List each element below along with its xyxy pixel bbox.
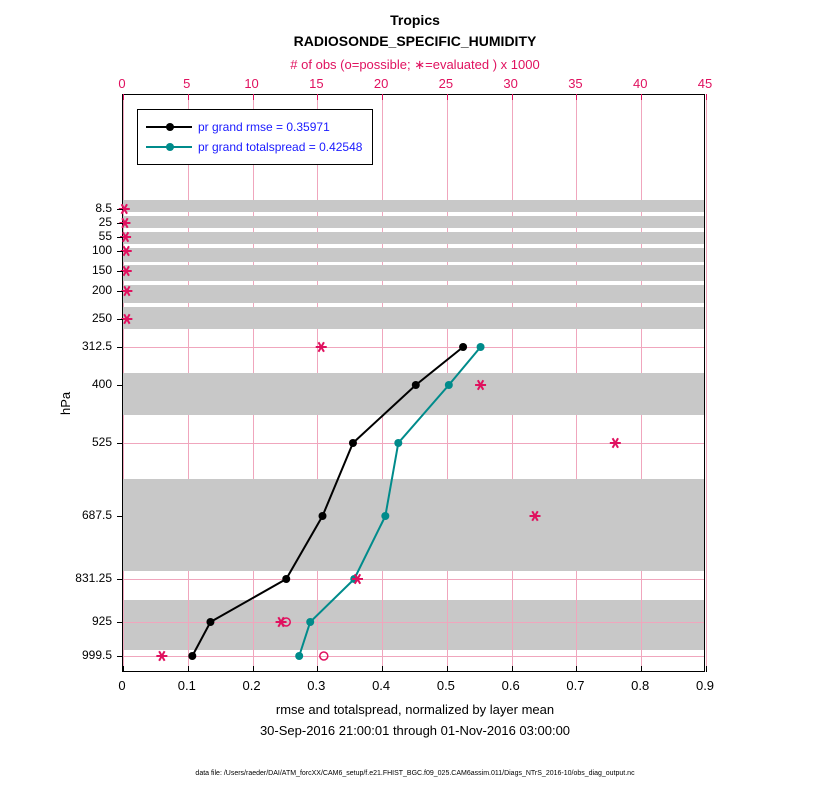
obs-evaluated-marker xyxy=(156,651,167,661)
x-tick xyxy=(253,666,254,672)
y-axis-title: hPa xyxy=(58,391,73,415)
x-tick-label: 0.1 xyxy=(177,678,196,693)
obs-evaluated-marker xyxy=(610,438,621,448)
totalspread-point xyxy=(381,512,389,520)
date-range-label: 30-Sep-2016 21:00:01 through 01-Nov-2016 03:00:00 xyxy=(259,723,571,738)
top-x-tick xyxy=(317,94,318,100)
y-tick xyxy=(117,443,123,444)
y-tick xyxy=(117,579,123,580)
y-tick-label: 925 xyxy=(91,614,112,628)
top-x-tick-label: 45 xyxy=(697,76,713,91)
y-tick xyxy=(117,622,123,623)
y-tick xyxy=(117,291,123,292)
top-x-tick-label: 30 xyxy=(503,76,518,91)
y-tick-label: 55 xyxy=(98,229,112,243)
y-tick-label: 525 xyxy=(91,435,112,449)
top-x-tick xyxy=(576,94,577,100)
top-x-tick xyxy=(641,94,642,100)
x-tick xyxy=(706,666,707,672)
data-layer xyxy=(123,95,704,671)
y-tick xyxy=(117,223,123,224)
x-axis-title: rmse and totalspread, normalized by layer mean xyxy=(275,702,555,717)
top-x-tick-label: 35 xyxy=(568,76,583,91)
top-x-tick-label: 5 xyxy=(183,76,191,91)
totalspread-point xyxy=(477,343,485,351)
rmse-point xyxy=(412,381,420,389)
y-tick-label: 831.25 xyxy=(75,571,112,585)
y-tick-label: 687.5 xyxy=(81,508,112,522)
obs-evaluated-marker xyxy=(121,286,132,296)
top-x-tick xyxy=(253,94,254,100)
top-x-tick-label: 10 xyxy=(244,76,259,91)
y-tick xyxy=(117,251,123,252)
x-tick-label: 0.2 xyxy=(242,678,261,693)
legend-label-totalspread: pr grand totalspread = 0.42548 xyxy=(198,140,363,154)
y-tick-label: 999.5 xyxy=(81,648,112,662)
y-tick xyxy=(117,209,123,210)
top-x-tick xyxy=(188,94,189,100)
legend-item xyxy=(146,137,362,157)
rmse-point xyxy=(459,343,467,351)
legend-swatch-totalspread xyxy=(146,141,192,153)
y-tick-label: 250 xyxy=(91,311,112,325)
obs-evaluated-marker xyxy=(121,314,132,324)
totalspread-point xyxy=(445,381,453,389)
rmse-point xyxy=(319,512,327,520)
y-tick-label: 8.5 xyxy=(95,201,112,215)
x-tick-label: 0 xyxy=(118,678,126,693)
legend-swatch-rmse xyxy=(146,121,192,133)
legend-item xyxy=(146,117,362,137)
obs-evaluated-marker xyxy=(316,342,327,352)
rmse-line xyxy=(192,347,463,656)
top-x-tick-label: 20 xyxy=(373,76,389,91)
y-tick-label: 150 xyxy=(91,263,112,277)
y-tick xyxy=(117,319,123,320)
top-x-tick xyxy=(512,94,513,100)
x-tick xyxy=(576,666,577,672)
x-tick-label: 0.8 xyxy=(631,678,650,693)
obs-possible-marker xyxy=(320,652,328,660)
x-tick-label: 0.7 xyxy=(566,678,585,693)
rmse-point xyxy=(206,618,214,626)
rmse-point xyxy=(188,652,196,660)
rmse-point xyxy=(349,439,357,447)
y-tick-label: 25 xyxy=(98,215,112,229)
x-tick-label: 0.5 xyxy=(436,678,455,693)
totalspread-point xyxy=(295,652,303,660)
page-title: Tropics xyxy=(390,12,440,28)
legend xyxy=(137,109,373,165)
obs-evaluated-marker xyxy=(529,511,540,521)
top-x-tick xyxy=(447,94,448,100)
y-tick xyxy=(117,516,123,517)
rmse-point xyxy=(282,575,290,583)
x-tick xyxy=(317,666,318,672)
y-tick-label: 312.5 xyxy=(81,339,112,353)
y-tick xyxy=(117,271,123,272)
x-tick xyxy=(382,666,383,672)
y-tick-label: 200 xyxy=(91,283,112,297)
top-x-tick xyxy=(706,94,707,100)
totalspread-line xyxy=(299,347,480,656)
top-x-tick-label: 15 xyxy=(309,76,324,91)
top-x-tick xyxy=(123,94,124,100)
y-tick-label: 100 xyxy=(91,243,112,257)
totalspread-point xyxy=(394,439,402,447)
x-tick xyxy=(123,666,124,672)
x-tick-label: 0.4 xyxy=(372,678,391,693)
top-x-tick xyxy=(382,94,383,100)
y-tick xyxy=(117,656,123,657)
top-x-tick-label: 0 xyxy=(118,76,126,91)
x-tick xyxy=(641,666,642,672)
top-axis-title: # of obs (o=possible; ∗=evaluated ) x 1000 xyxy=(290,57,540,72)
x-tick-label: 0.6 xyxy=(501,678,520,693)
chart-subtitle: RADIOSONDE_SPECIFIC_HUMIDITY xyxy=(293,33,537,49)
top-x-tick-label: 25 xyxy=(438,76,454,91)
y-tick xyxy=(117,385,123,386)
totalspread-point xyxy=(306,618,314,626)
x-tick xyxy=(447,666,448,672)
plot-area xyxy=(122,94,705,672)
x-tick xyxy=(512,666,513,672)
x-tick xyxy=(188,666,189,672)
y-tick xyxy=(117,237,123,238)
x-tick-label: 0.3 xyxy=(307,678,326,693)
y-tick-label: 400 xyxy=(91,377,112,391)
top-x-tick-label: 40 xyxy=(632,76,648,91)
legend-label-rmse: pr grand rmse = 0.35971 xyxy=(198,120,330,134)
x-tick-label: 0.9 xyxy=(695,678,715,693)
data-file-label: data file: /Users/raeder/DAI/ATM_forcXX/CAM6_setup/f.e21.FHIST_BGC.f09_025.CAM6assim.011/Diags_NTrS_2016-10/obs_diag_output.nc xyxy=(195,770,635,777)
obs-evaluated-marker xyxy=(475,380,486,390)
gridline-vertical xyxy=(706,95,707,671)
y-tick xyxy=(117,347,123,348)
